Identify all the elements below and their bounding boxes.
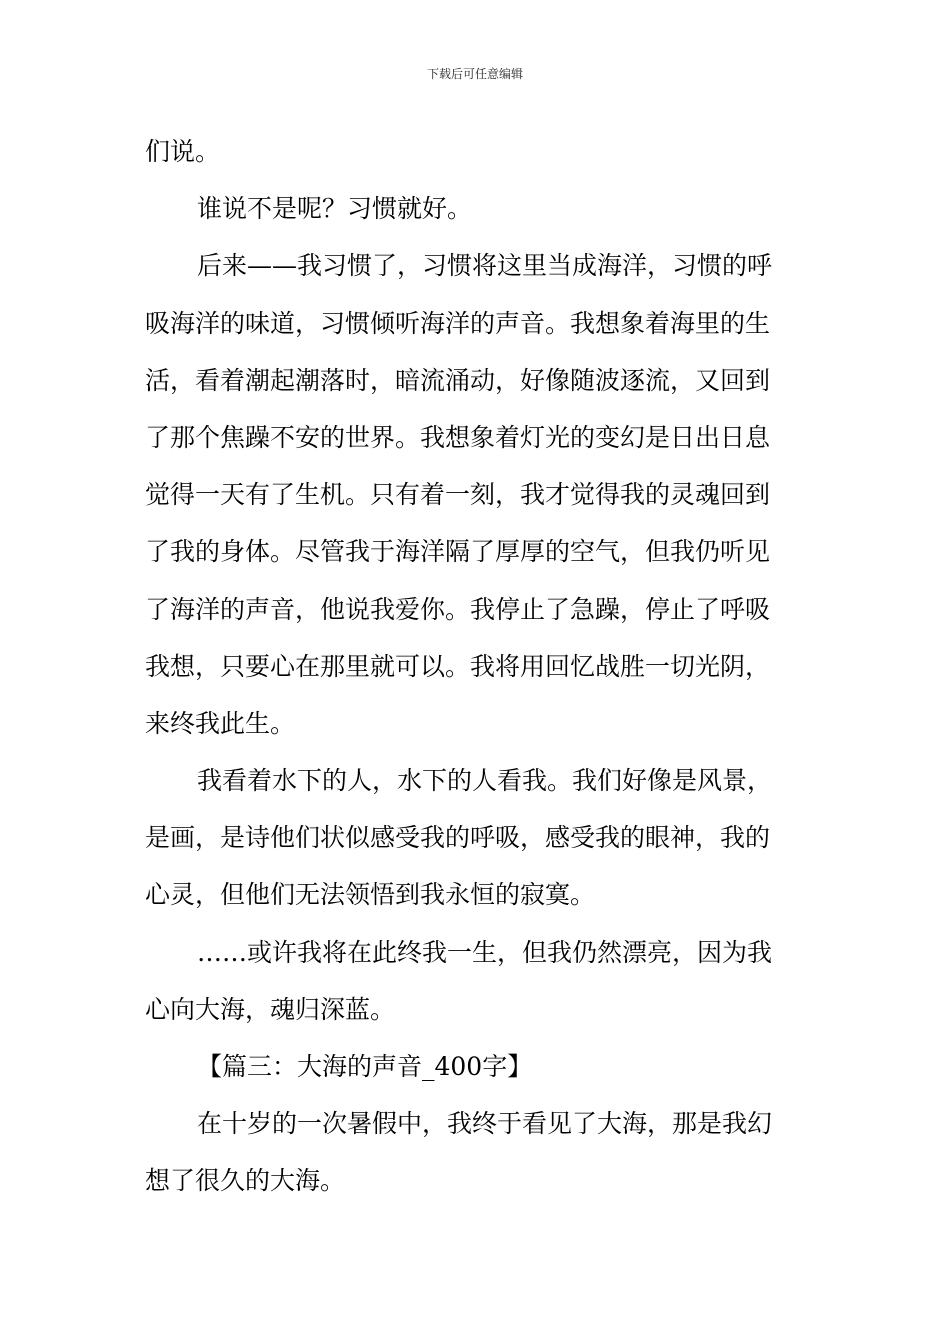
text-line: 我想，只要心在那里就可以。我将用回忆战胜一切光阴， <box>145 651 771 681</box>
text-line: 活，看着潮起潮落时，暗流涌动，好像随波逐流，又回到 <box>145 365 771 395</box>
text-line: 心向大海，魂归深蓝。 <box>145 994 396 1024</box>
text-line: ……或许我将在此终我一生，但我仍然漂亮，因为我 <box>197 937 773 967</box>
text-line: 在十岁的一次暑假中，我终于看见了大海，那是我幻 <box>197 1109 773 1139</box>
text-line: 们说。 <box>145 137 221 166</box>
text-line: 吸海洋的味道，习惯倾听海洋的声音。我想象着海里的生 <box>145 308 771 338</box>
text-line: 了我的身体。尽管我于海洋隔了厚厚的空气，但我仍听见 <box>145 537 771 567</box>
document-body <box>145 128 807 1215</box>
text-line: 想了很久的大海。 <box>145 1166 346 1196</box>
text-line: 心灵，但他们无法领悟到我永恒的寂寞。 <box>145 880 596 910</box>
text-line: 后来——我习惯了，习惯将这里当成海洋，习惯的呼 <box>197 251 773 281</box>
text-line: 是画，是诗他们状似感受我的呼吸，感受我的眼神，我的 <box>145 823 771 853</box>
text-line: 了那个焦躁不安的世界。我想象着灯光的变幻是日出日息 <box>145 422 771 452</box>
section-heading: 【篇三：大海的声音_400字】 <box>197 1052 533 1081</box>
text-line: 来终我此生。 <box>145 708 296 738</box>
text-line: 了海洋的声音，他说我爱你。我停止了急躁，停止了呼吸 <box>145 594 771 624</box>
page-header: 下载后可任意编辑 <box>426 67 523 81</box>
text-line: 觉得一天有了生机。只有着一刻，我才觉得我的灵魂回到 <box>145 480 771 510</box>
text-line: 我看着水下的人，水下的人看我。我们好像是风景， <box>197 766 773 796</box>
text-line: 谁说不是呢？习惯就好。 <box>197 194 473 224</box>
